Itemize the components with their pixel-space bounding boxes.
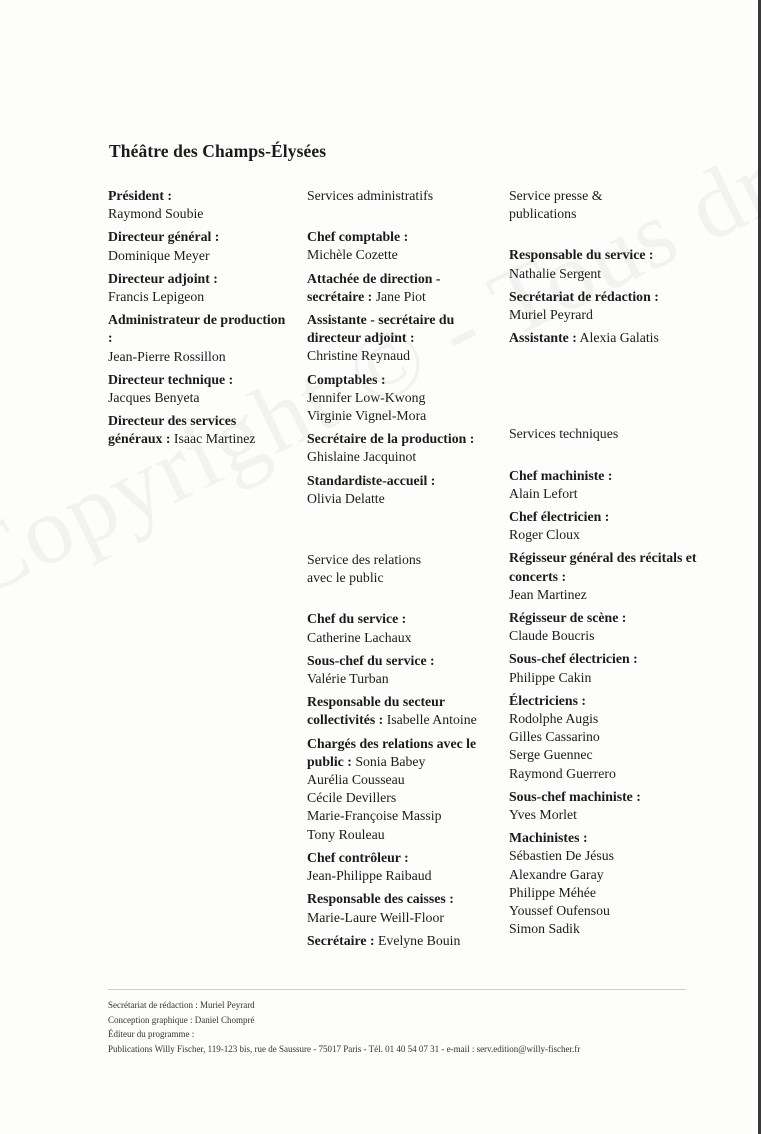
left-column xyxy=(108,187,293,454)
staff-role: Chef du service : xyxy=(307,611,407,627)
staff-entry xyxy=(108,270,293,306)
staff-role: Secrétariat de rédaction : xyxy=(509,288,659,304)
staff-name: Marie-Françoise Massip xyxy=(307,808,442,824)
staff-role: Directeur des services généraux : xyxy=(108,413,237,447)
staff-name: Ghislaine Jacquinot xyxy=(307,449,417,465)
right-column xyxy=(509,187,699,944)
staff-role: Sous-chef électricien : xyxy=(509,651,638,667)
staff-name: Nathalie Sergent xyxy=(509,265,602,281)
staff-name: Michèle Cozette xyxy=(307,247,398,263)
staff-role: Secrétaire : xyxy=(307,932,375,948)
staff-name: Olivia Delatte xyxy=(307,490,385,506)
technical-entries xyxy=(509,467,699,939)
staff-entry xyxy=(509,329,699,347)
staff-name: Francis Lepigeon xyxy=(108,289,205,305)
staff-name: Claude Boucris xyxy=(509,628,595,644)
middle-column xyxy=(307,187,495,955)
staff-name: Isabelle Antoine xyxy=(386,712,477,728)
footer-line: Publications Willy Fischer, 119-123 bis, rue de Saussure - 75017 Paris - Tél. 01 40 54 07 31 - e-mail : serv.edition@willy-fischer.fr xyxy=(108,1043,581,1054)
staff-entry xyxy=(307,652,495,688)
staff-role: Machinistes : xyxy=(509,830,588,846)
public-relations-entries xyxy=(307,610,495,949)
staff-entry xyxy=(509,549,699,604)
staff-role: Responsable du service : xyxy=(509,247,654,263)
footer-line: Conception graphique : Daniel Chompré xyxy=(108,1014,255,1025)
staff-entry xyxy=(509,650,699,686)
staff-name: Simon Sadik xyxy=(509,921,580,937)
staff-name: Roger Cloux xyxy=(509,527,580,543)
staff-role: Président : xyxy=(108,188,172,203)
staff-name: Gilles Cassarino xyxy=(509,729,600,745)
staff-name: Valérie Turban xyxy=(307,671,389,687)
staff-name: Jean Martinez xyxy=(509,586,587,602)
page-title: Théâtre des Champs-Élysées xyxy=(109,141,327,161)
staff-name: Jacques Benyeta xyxy=(108,390,200,406)
staff-entry xyxy=(108,228,293,264)
staff-role: Chargés des relations avec le public : xyxy=(307,735,477,769)
press-entries xyxy=(509,246,699,347)
staff-name: Jennifer Low-Kwong xyxy=(307,389,426,405)
staff-name: Christine Reynaud xyxy=(307,348,411,364)
staff-entry xyxy=(108,311,293,366)
staff-entry xyxy=(307,472,495,508)
staff-role: Sous-chef du service : xyxy=(307,652,435,668)
staff-name: Muriel Peyrard xyxy=(509,307,593,323)
staff-name: Serge Guennec xyxy=(509,747,593,763)
staff-role: Chef comptable : xyxy=(307,229,409,245)
staff-entry xyxy=(307,610,495,646)
section-heading: Services administratifs xyxy=(307,188,434,203)
staff-entry xyxy=(509,288,699,324)
staff-entry xyxy=(307,849,495,885)
staff-name: Sonia Babey xyxy=(355,753,426,769)
staff-entry xyxy=(307,735,495,844)
staff-entry xyxy=(509,467,699,503)
staff-entry xyxy=(108,187,293,223)
section-heading: Services techniques xyxy=(509,426,619,442)
staff-name: Jane Piot xyxy=(375,288,426,304)
staff-name: Alain Lefort xyxy=(509,485,578,501)
staff-entry xyxy=(307,693,495,729)
staff-name: Philippe Cakin xyxy=(509,669,592,685)
staff-name: Dominique Meyer xyxy=(108,247,210,263)
staff-entry xyxy=(307,228,495,264)
footer-credits xyxy=(108,998,708,1056)
staff-entry xyxy=(509,829,699,938)
staff-name: Alexandre Garay xyxy=(509,866,604,882)
staff-name: Tony Rouleau xyxy=(307,826,385,842)
staff-entry xyxy=(307,371,495,426)
staff-role: Électriciens : xyxy=(509,692,587,708)
staff-name: Yves Morlet xyxy=(509,807,577,823)
staff-role: Responsable des caisses : xyxy=(307,891,454,907)
staff-role: Directeur général : xyxy=(108,229,220,245)
staff-role: Attachée de direction - secrétaire : xyxy=(307,270,441,304)
staff-entry xyxy=(307,430,495,466)
staff-name: Raymond Soubie xyxy=(108,206,204,222)
staff-role: Directeur adjoint : xyxy=(108,270,218,286)
staff-role: Administrateur de production : xyxy=(108,312,286,346)
staff-role: Secrétaire de la production : xyxy=(307,431,475,447)
section-heading: Service des relations avec le public xyxy=(307,552,422,586)
staff-role: Assistante - secrétaire du directeur adjoint : xyxy=(307,312,455,346)
staff-role: Assistante : xyxy=(509,330,577,346)
staff-entry xyxy=(509,692,699,783)
staff-role: Chef machiniste : xyxy=(509,467,613,483)
staff-entry xyxy=(509,609,699,645)
staff-entry xyxy=(509,788,699,824)
footer-divider xyxy=(108,989,686,990)
staff-name: Evelyne Bouin xyxy=(378,932,461,948)
footer-line: Éditeur du programme : xyxy=(108,1029,195,1039)
staff-name: Marie-Laure Weill-Floor xyxy=(307,909,444,925)
staff-role: Standardiste-accueil : xyxy=(307,472,436,488)
staff-entry xyxy=(307,932,495,950)
staff-name: Aurélia Cousseau xyxy=(307,772,405,788)
staff-entry xyxy=(307,890,495,926)
staff-entry xyxy=(307,311,495,366)
staff-name: Sébastien De Jésus xyxy=(509,848,614,864)
staff-name: Jean-Philippe Raibaud xyxy=(307,868,432,884)
staff-name: Isaac Martinez xyxy=(173,431,256,447)
administrative-entries xyxy=(307,228,495,508)
staff-entry xyxy=(108,371,293,407)
staff-role: Responsable du secteur collectivités : xyxy=(307,694,445,728)
staff-entry xyxy=(307,270,495,306)
staff-role: Sous-chef machiniste : xyxy=(509,788,641,804)
staff-role: Comptables : xyxy=(307,371,386,387)
staff-name: Catherine Lachaux xyxy=(307,629,412,645)
staff-name: Raymond Guerrero xyxy=(509,765,616,781)
section-heading: Service presse & publications xyxy=(509,188,603,222)
staff-name: Rodolphe Augis xyxy=(509,711,599,727)
staff-role: Directeur technique : xyxy=(108,371,234,387)
staff-name: Cécile Devillers xyxy=(307,790,397,806)
staff-entry xyxy=(108,412,293,448)
staff-entry xyxy=(509,246,699,282)
staff-role: Chef électricien : xyxy=(509,509,610,525)
staff-entry xyxy=(509,508,699,544)
footer-line: Secrétariat de rédaction : Muriel Peyrard xyxy=(108,1000,255,1010)
staff-name: Youssef Oufensou xyxy=(509,903,610,919)
staff-name: Philippe Méhée xyxy=(509,884,596,900)
staff-name: Jean-Pierre Rossillon xyxy=(108,348,226,364)
staff-role: Régisseur de scène : xyxy=(509,610,627,626)
staff-name: Virginie Vignel-Mora xyxy=(307,408,427,424)
staff-name: Alexia Galatis xyxy=(579,330,659,346)
staff-role: Régisseur général des récitals et concerts : xyxy=(509,550,697,584)
staff-role: Chef contrôleur : xyxy=(307,849,409,865)
